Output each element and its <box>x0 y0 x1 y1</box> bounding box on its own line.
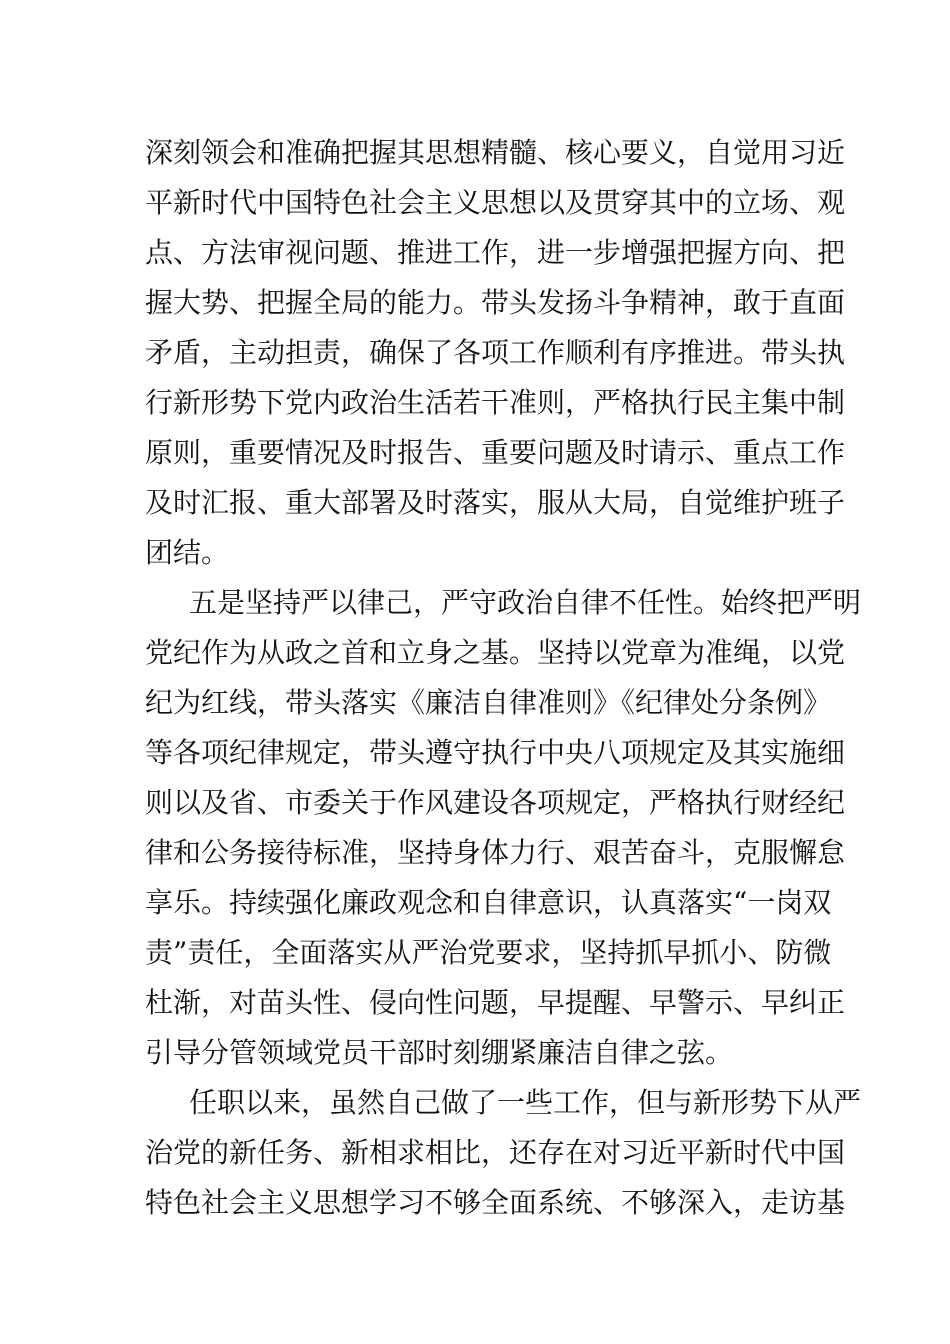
paragraph-line: 等各项纪律规定，带头遵守执行中央八项规定及其实施细 <box>145 736 846 769</box>
paragraph-line: 点、方法审视问题、推进工作，进一步增强把握方向、把 <box>145 236 846 269</box>
paragraph-line: 纪为红线，带头落实《廉洁自律准则》《纪律处分条例》 <box>145 686 832 719</box>
paragraph-line: 任职以来，虽然自己做了一些工作，但与新形势下从严 <box>189 1086 862 1119</box>
paragraph-line: 责”责任，全面落实从严治党要求，坚持抓早抓小、防微 <box>145 936 832 969</box>
paragraph-line: 平新时代中国特色社会主义思想以及贯穿其中的立场、观 <box>145 186 846 219</box>
paragraph-line: 治党的新任务、新相求相比，还存在对习近平新时代中国 <box>145 1136 846 1169</box>
paragraph-line: 律和公务接待标准，坚持身体力行、艰苦奋斗，克服懈怠 <box>145 836 846 869</box>
paragraph-line: 党纪作为从政之首和立身之基。坚持以党章为准绳，以党 <box>145 636 846 669</box>
paragraph-line: 五是坚持严以律己，严守政治自律不任性。始终把严明 <box>189 586 862 619</box>
paragraph-1 <box>145 128 846 578</box>
paragraph-line: 则以及省、市委关于作风建设各项规定，严格执行财经纪 <box>145 786 846 819</box>
paragraph-line: 行新形势下党内政治生活若干准则，严格执行民主集中制 <box>145 386 846 419</box>
paragraph-3 <box>145 1078 862 1228</box>
paragraph-2 <box>145 578 862 1078</box>
paragraph-line: 及时汇报、重大部署及时落实，服从大局，自觉维护班子 <box>145 486 846 519</box>
paragraph-line: 特色社会主义思想学习不够全面系统、不够深入，走访基 <box>145 1186 846 1219</box>
paragraph-line: 引导分管领域党员干部时刻绷紧廉洁自律之弦。 <box>145 1036 734 1069</box>
paragraph-line: 矛盾，主动担责，确保了各项工作顺利有序推进。带头执 <box>145 336 846 369</box>
paragraph-line: 握大势、把握全局的能力。带头发扬斗争精神，敢于直面 <box>145 286 846 319</box>
paragraph-line: 深刻领会和准确把握其思想精髓、核心要义，自觉用习近 <box>145 136 846 169</box>
paragraph-line: 团结。 <box>145 536 230 569</box>
paragraph-line: 杜渐，对苗头性、侵向性问题，早提醒、早警示、早纠正 <box>145 986 846 1019</box>
paragraph-line: 享乐。持续强化廉政观念和自律意识，认真落实“一岗双 <box>145 886 832 919</box>
paragraph-line: 原则，重要情况及时报告、重要问题及时请示、重点工作 <box>145 436 846 469</box>
